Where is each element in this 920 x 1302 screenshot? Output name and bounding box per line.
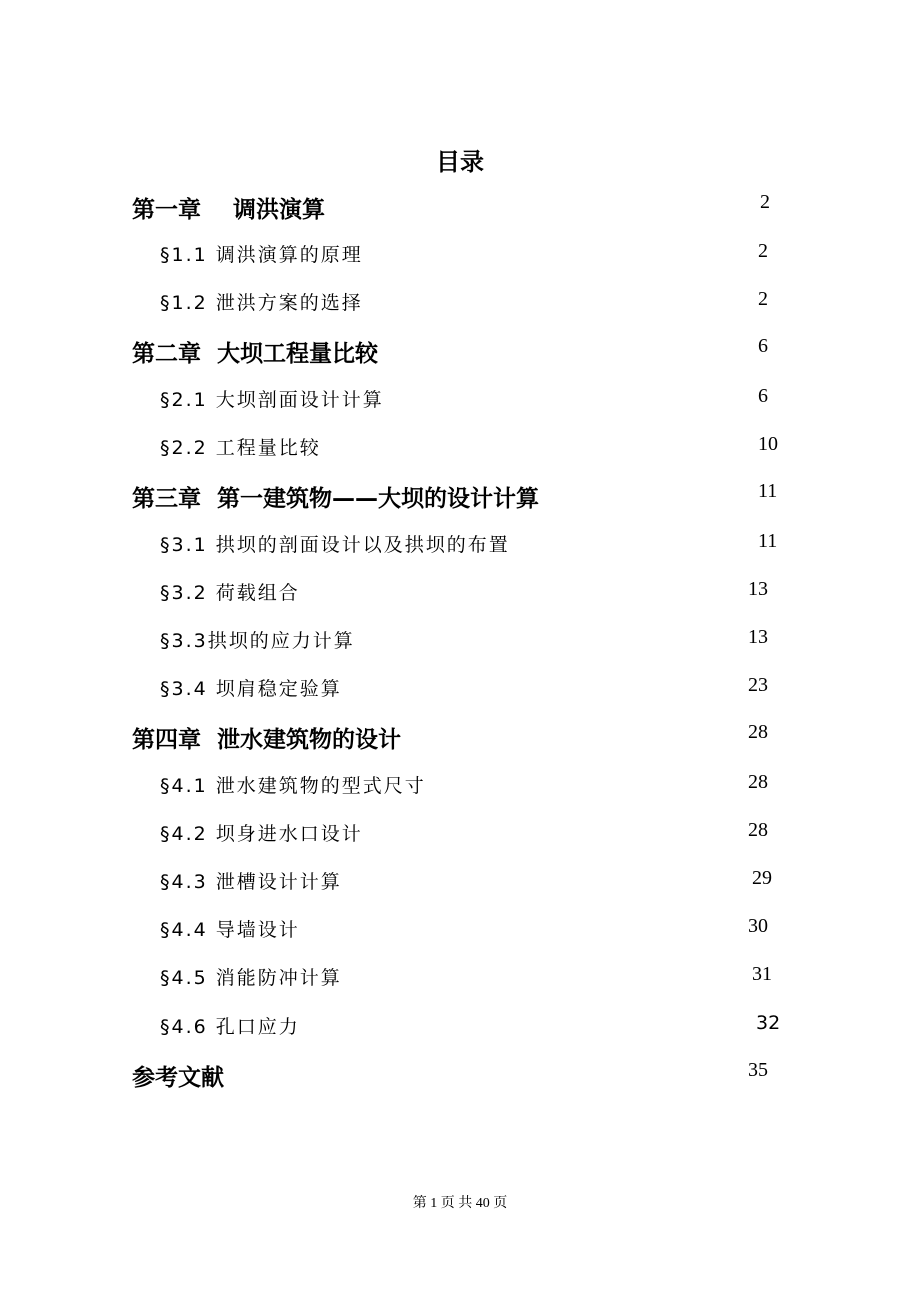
toc-chapter-3[interactable] <box>0 480 920 520</box>
toc-section-2-1[interactable] <box>0 385 920 425</box>
page-footer: 第 1 页 共 40 页 <box>412 1196 508 1211</box>
toc-page: 10 <box>758 433 778 455</box>
toc-label: 第四章 泄水建筑物的设计 <box>132 727 402 753</box>
toc-label: §4.3 泄槽设计计算 <box>160 871 342 893</box>
toc-label: 第一章 调洪演算 <box>132 197 326 223</box>
toc-label: §4.6 孔口应力 <box>160 1016 300 1038</box>
toc-page: 13 <box>748 578 768 600</box>
toc-section-4-1[interactable] <box>0 771 920 811</box>
toc-page: 28 <box>748 771 768 793</box>
toc-label: §3.1 拱坝的剖面设计以及拱坝的布置 <box>160 534 510 556</box>
toc-page: 13 <box>748 626 768 648</box>
toc-label: 第三章 第一建筑物——大坝的设计计算 <box>132 486 540 512</box>
toc-section-1-1[interactable] <box>0 240 920 280</box>
toc-chapter-1[interactable] <box>0 191 920 231</box>
toc-page: 31 <box>752 963 772 985</box>
toc-section-3-4[interactable] <box>0 674 920 714</box>
toc-page: 30 <box>748 915 768 937</box>
toc-section-4-4[interactable] <box>0 915 920 955</box>
toc-page: 6 <box>758 385 768 407</box>
toc-page: 2 <box>760 191 770 213</box>
toc-section-4-3[interactable] <box>0 867 920 907</box>
toc-label: §4.5 消能防冲计算 <box>160 967 342 989</box>
toc-page: 11 <box>758 530 778 552</box>
toc-label: §3.4 坝肩稳定验算 <box>160 678 342 700</box>
toc-title: 目录 <box>436 148 484 176</box>
toc-references[interactable] <box>0 1059 920 1099</box>
toc-section-2-2[interactable] <box>0 433 920 473</box>
toc-page: 28 <box>748 819 768 841</box>
toc-section-3-2[interactable] <box>0 578 920 618</box>
toc-page: 2 <box>758 288 768 310</box>
toc-page: 35 <box>748 1059 768 1081</box>
toc-section-4-5[interactable] <box>0 963 920 1003</box>
toc-page: 32 <box>756 1012 781 1034</box>
toc-label: §3.3拱坝的应力计算 <box>160 630 355 652</box>
toc-page: 23 <box>748 674 768 696</box>
toc-page: 2 <box>758 240 768 262</box>
toc-label: §2.2 工程量比较 <box>160 437 321 459</box>
toc-section-4-2[interactable] <box>0 819 920 859</box>
toc-page: 29 <box>752 867 772 889</box>
toc-section-3-3[interactable] <box>0 626 920 666</box>
toc-label: 参考文献 <box>132 1065 224 1091</box>
toc-section-3-1[interactable] <box>0 530 920 570</box>
toc-chapter-2[interactable] <box>0 335 920 375</box>
toc-label: §4.2 坝身进水口设计 <box>160 823 363 845</box>
toc-page: 6 <box>758 335 768 357</box>
toc-section-1-2[interactable] <box>0 288 920 328</box>
toc-label: §3.2 荷载组合 <box>160 582 300 604</box>
toc-label: §1.2 泄洪方案的选择 <box>160 292 363 314</box>
toc-section-4-6[interactable] <box>0 1012 920 1052</box>
toc-label: 第二章 大坝工程量比较 <box>132 341 379 367</box>
toc-page: 11 <box>758 480 778 502</box>
toc-page: 28 <box>748 721 768 743</box>
toc-label: §4.4 导墙设计 <box>160 919 300 941</box>
toc-label: §4.1 泄水建筑物的型式尺寸 <box>160 775 426 797</box>
toc-label: §1.1 调洪演算的原理 <box>160 244 363 266</box>
toc-chapter-4[interactable] <box>0 721 920 761</box>
toc-label: §2.1 大坝剖面设计计算 <box>160 389 384 411</box>
